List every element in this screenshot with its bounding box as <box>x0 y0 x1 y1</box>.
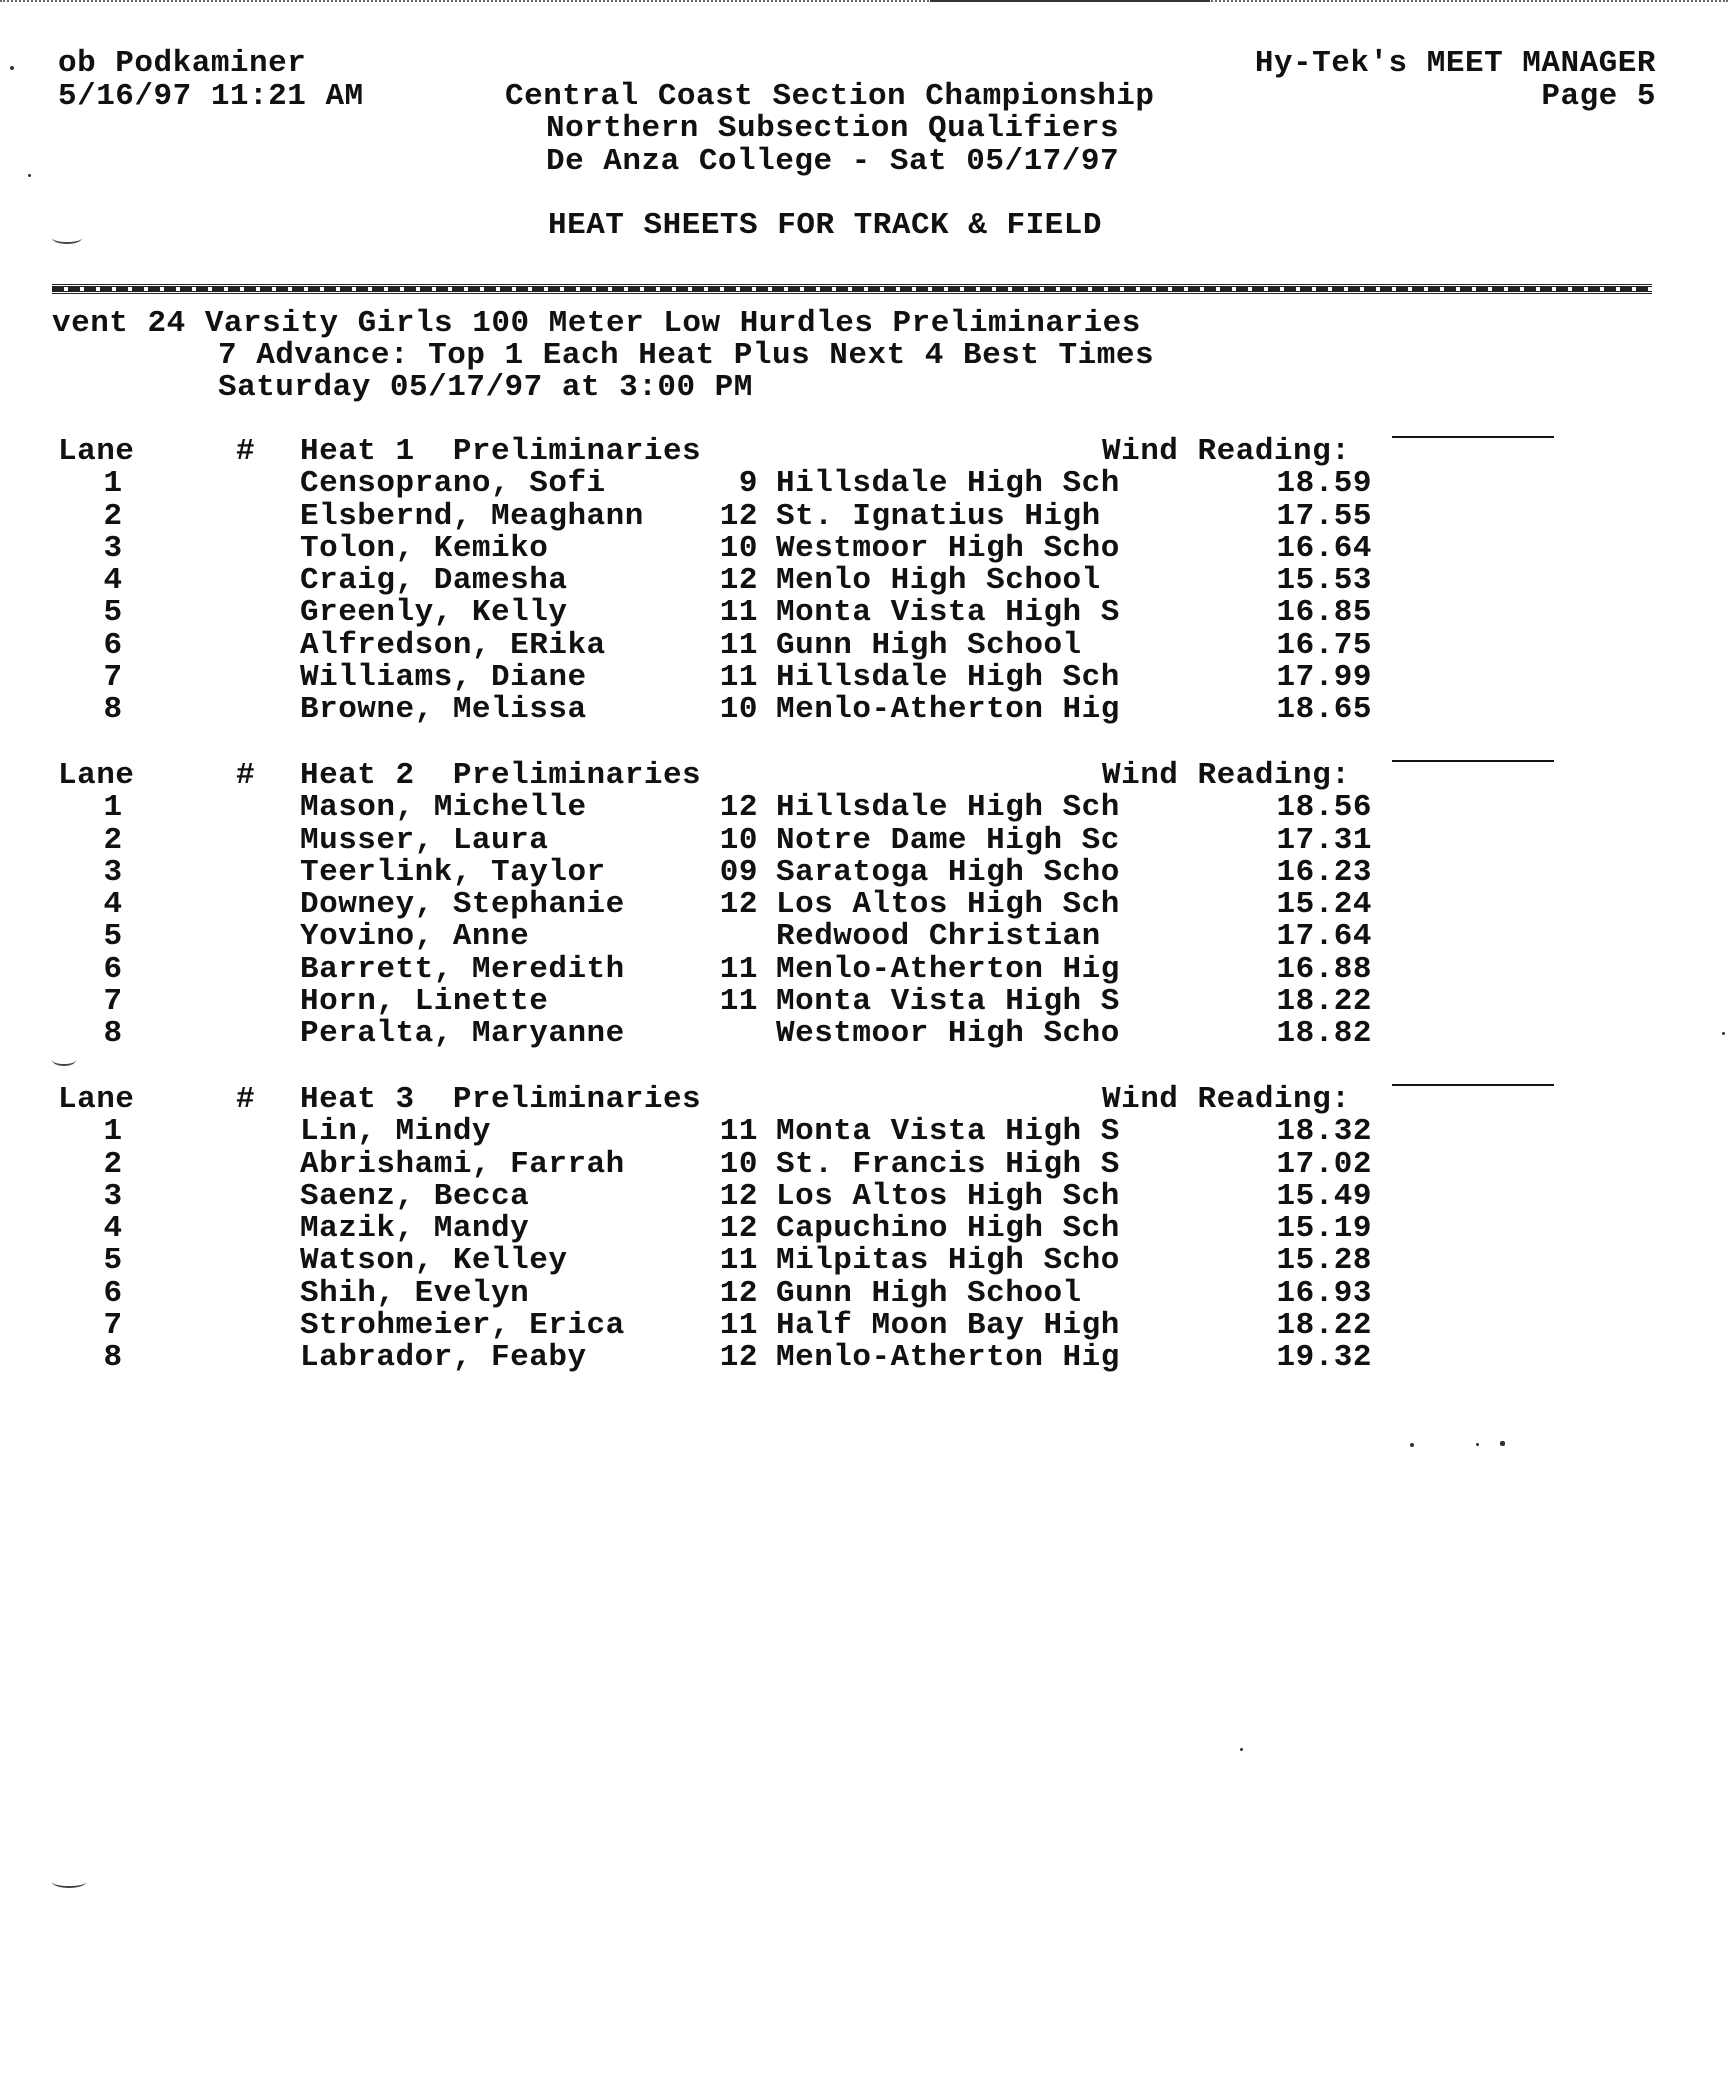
lane-number: 8 <box>103 1340 123 1376</box>
lane-number: 5 <box>103 1243 123 1279</box>
athlete-grade: 12 <box>719 790 758 826</box>
scan-mark <box>52 232 82 244</box>
school-name: St. Ignatius High <box>776 498 1101 534</box>
athlete-grade: 12 <box>719 498 758 534</box>
athlete-name: Strohmeier, Erica <box>300 1308 625 1344</box>
lane-number: 4 <box>103 1211 123 1247</box>
athlete-grade: 11 <box>719 595 758 631</box>
athlete-name: Mason, Michelle <box>300 790 587 826</box>
seed-time: 16.64 <box>1276 530 1372 566</box>
athlete-grade: 11 <box>719 1243 758 1279</box>
lane-number: 7 <box>103 660 123 696</box>
page-number: Page 5 <box>1541 79 1656 114</box>
athlete-name: Barrett, Meredith <box>300 951 625 987</box>
scan-mark <box>52 1876 86 1888</box>
wind-reading-label: Wind Reading: <box>1102 758 1351 793</box>
athlete-grade: 10 <box>719 822 758 858</box>
lane-number: 8 <box>103 692 123 728</box>
lane-number: 8 <box>103 1016 123 1052</box>
table-row <box>0 662 1728 694</box>
athlete-name: Browne, Melissa <box>300 692 587 728</box>
seed-time: 15.53 <box>1276 563 1372 599</box>
lane-number: 3 <box>103 1178 123 1214</box>
lane-number: 5 <box>103 919 123 955</box>
lane-number: 3 <box>103 530 123 566</box>
event-schedule: Saturday 05/17/97 at 3:00 PM <box>218 370 753 405</box>
meet-subtitle: Northern Subsection Qualifiers <box>546 111 1120 146</box>
seed-time: 17.99 <box>1276 660 1372 696</box>
seed-time: 18.32 <box>1276 1114 1372 1150</box>
lane-number: 7 <box>103 1308 123 1344</box>
lane-number: 1 <box>103 1114 123 1150</box>
school-name: Monta Vista High S <box>776 595 1120 631</box>
table-row <box>0 1146 1728 1182</box>
scan-speck <box>1476 1443 1479 1446</box>
table-row <box>0 854 1728 890</box>
athlete-name: Williams, Diane <box>300 660 587 696</box>
scan-speck <box>1500 1441 1505 1446</box>
athlete-name: Greenly, Kelly <box>300 595 568 631</box>
table-row <box>0 951 1728 987</box>
table-row <box>0 468 1728 500</box>
table-row <box>0 889 1728 921</box>
school-name: St. Francis High S <box>776 1146 1120 1182</box>
school-name: Milpitas High Scho <box>776 1243 1120 1279</box>
lane-number: 4 <box>103 563 123 599</box>
heat-header-row <box>0 436 1728 468</box>
scan-speck <box>1722 1032 1725 1035</box>
table-row <box>0 1178 1728 1214</box>
seed-time: 15.19 <box>1276 1211 1372 1247</box>
table-row <box>0 565 1728 597</box>
seed-time: 16.88 <box>1276 951 1372 987</box>
school-name: Menlo-Atherton Hig <box>776 1340 1120 1376</box>
heat-table-3 <box>0 1084 1728 1375</box>
table-row <box>0 986 1728 1018</box>
school-name: Redwood Christian <box>776 919 1101 955</box>
seed-time: 16.75 <box>1276 627 1372 663</box>
athlete-name: Alfredson, ERika <box>300 627 606 663</box>
seed-time: 18.22 <box>1276 984 1372 1020</box>
athlete-name: Peralta, Maryanne <box>300 1016 625 1052</box>
athlete-name: Musser, Laura <box>300 822 549 858</box>
table-row <box>0 694 1728 726</box>
school-name: Capuchino High Sch <box>776 1211 1120 1247</box>
athlete-name: Abrishami, Farrah <box>300 1146 625 1182</box>
table-row <box>0 530 1728 566</box>
athlete-grade: 10 <box>719 1146 758 1182</box>
lane-number: 6 <box>103 627 123 663</box>
table-row <box>0 1116 1728 1148</box>
athlete-name: Craig, Damesha <box>300 563 568 599</box>
top-border <box>0 0 1728 8</box>
table-row <box>0 1310 1728 1342</box>
lane-number: 3 <box>103 854 123 890</box>
school-name: Gunn High School <box>776 1275 1082 1311</box>
software-name: Hy-Tek's MEET MANAGER <box>1254 46 1656 81</box>
heat-label: Heat 2 Preliminaries <box>300 758 702 793</box>
meet-title: Central Coast Section Championship <box>505 79 1155 114</box>
lane-number: 2 <box>103 498 123 534</box>
wind-reading-label: Wind Reading: <box>1102 1082 1351 1117</box>
hash-column-header: # <box>236 434 256 469</box>
seed-time: 16.93 <box>1276 1275 1372 1311</box>
athlete-name: Labrador, Feaby <box>300 1340 587 1376</box>
wind-reading-blank <box>1392 760 1554 762</box>
athlete-grade: 12 <box>719 1275 758 1311</box>
heat-label: Heat 3 Preliminaries <box>300 1082 702 1117</box>
seed-time: 16.23 <box>1276 854 1372 890</box>
school-name: Hillsdale High Sch <box>776 466 1120 502</box>
school-name: Hillsdale High Sch <box>776 790 1120 826</box>
lane-number: 7 <box>103 984 123 1020</box>
seed-time: 19.32 <box>1276 1340 1372 1376</box>
school-name: Menlo-Atherton Hig <box>776 692 1120 728</box>
scan-speck <box>1240 1748 1243 1751</box>
athlete-name: Downey, Stephanie <box>300 887 625 923</box>
seed-time: 15.28 <box>1276 1243 1372 1279</box>
lane-column-header: Lane <box>58 1082 135 1117</box>
wind-reading-label: Wind Reading: <box>1102 434 1351 469</box>
author-name: ob Podkaminer <box>58 46 307 81</box>
school-name: Los Altos High Sch <box>776 1178 1120 1214</box>
athlete-grade: 10 <box>719 530 758 566</box>
athlete-name: Teerlink, Taylor <box>300 854 606 890</box>
heat-table-2 <box>0 760 1728 1051</box>
scan-mark <box>52 1054 76 1066</box>
seed-time: 15.24 <box>1276 887 1372 923</box>
scan-speck <box>10 66 14 70</box>
double-rule-separator <box>52 284 1652 294</box>
table-row <box>0 627 1728 663</box>
school-name: Monta Vista High S <box>776 1114 1120 1150</box>
athlete-grade: 09 <box>719 854 758 890</box>
school-name: Half Moon Bay High <box>776 1308 1120 1344</box>
lane-number: 6 <box>103 1275 123 1311</box>
table-row <box>0 1213 1728 1245</box>
seed-time: 17.55 <box>1276 498 1372 534</box>
school-name: Monta Vista High S <box>776 984 1120 1020</box>
seed-time: 16.85 <box>1276 595 1372 631</box>
athlete-name: Tolon, Kemiko <box>300 530 549 566</box>
school-name: Westmoor High Scho <box>776 530 1120 566</box>
heat-header-row <box>0 1084 1728 1116</box>
lane-number: 2 <box>103 822 123 858</box>
lane-column-header: Lane <box>58 758 135 793</box>
wind-reading-blank <box>1392 1084 1554 1086</box>
seed-time: 17.31 <box>1276 822 1372 858</box>
meet-venue: De Anza College - Sat 05/17/97 <box>546 144 1120 179</box>
lane-number: 1 <box>103 466 123 502</box>
athlete-name: Shih, Evelyn <box>300 1275 530 1311</box>
scan-speck <box>28 174 31 177</box>
seed-time: 18.22 <box>1276 1308 1372 1344</box>
event-title: vent 24 Varsity Girls 100 Meter Low Hurdles Preliminaries <box>52 306 1141 341</box>
lane-number: 4 <box>103 887 123 923</box>
school-name: Westmoor High Scho <box>776 1016 1120 1052</box>
lane-number: 5 <box>103 595 123 631</box>
event-advance-rule: 7 Advance: Top 1 Each Heat Plus Next 4 Best Times <box>218 338 1155 373</box>
athlete-grade: 12 <box>719 563 758 599</box>
athlete-grade: 10 <box>719 692 758 728</box>
school-name: Gunn High School <box>776 627 1082 663</box>
seed-time: 17.64 <box>1276 919 1372 955</box>
athlete-grade: 12 <box>719 1178 758 1214</box>
table-row <box>0 921 1728 953</box>
athlete-grade: 11 <box>719 1114 758 1150</box>
athlete-name: Censoprano, Sofi <box>300 466 606 502</box>
athlete-name: Mazik, Mandy <box>300 1211 530 1247</box>
print-datetime: 5/16/97 11:21 AM <box>58 79 364 114</box>
lane-number: 2 <box>103 1146 123 1182</box>
seed-time: 18.56 <box>1276 790 1372 826</box>
athlete-grade: 11 <box>719 627 758 663</box>
athlete-grade: 11 <box>719 1308 758 1344</box>
hash-column-header: # <box>236 758 256 793</box>
wind-reading-blank <box>1392 436 1554 438</box>
table-row <box>0 1275 1728 1311</box>
athlete-grade: 12 <box>719 1340 758 1376</box>
school-name: Notre Dame High Sc <box>776 822 1120 858</box>
athlete-grade: 11 <box>719 951 758 987</box>
athlete-grade: 12 <box>719 887 758 923</box>
athlete-grade: 11 <box>719 660 758 696</box>
seed-time: 17.02 <box>1276 1146 1372 1182</box>
seed-time: 18.82 <box>1276 1016 1372 1052</box>
heat-header-row <box>0 760 1728 792</box>
athlete-grade: 11 <box>719 984 758 1020</box>
athlete-name: Yovino, Anne <box>300 919 530 955</box>
hash-column-header: # <box>236 1082 256 1117</box>
school-name: Hillsdale High Sch <box>776 660 1120 696</box>
athlete-name: Lin, Mindy <box>300 1114 492 1150</box>
school-name: Menlo High School <box>776 563 1101 599</box>
athlete-name: Watson, Kelley <box>300 1243 568 1279</box>
school-name: Menlo-Atherton Hig <box>776 951 1120 987</box>
school-name: Los Altos High Sch <box>776 887 1120 923</box>
table-row <box>0 498 1728 534</box>
table-row <box>0 1018 1728 1050</box>
athlete-name: Saenz, Becca <box>300 1178 530 1214</box>
sheet-title: HEAT SHEETS FOR TRACK & FIELD <box>548 208 1102 243</box>
athlete-grade: 9 <box>738 466 758 502</box>
seed-time: 15.49 <box>1276 1178 1372 1214</box>
table-row <box>0 1342 1728 1374</box>
top-border-segment <box>930 0 1210 2</box>
school-name: Saratoga High Scho <box>776 854 1120 890</box>
table-row <box>0 1245 1728 1277</box>
lane-column-header: Lane <box>58 434 135 469</box>
table-row <box>0 792 1728 824</box>
seed-time: 18.59 <box>1276 466 1372 502</box>
athlete-grade: 12 <box>719 1211 758 1247</box>
scan-speck <box>1410 1443 1414 1447</box>
heat-table-1 <box>0 436 1728 727</box>
athlete-name: Elsbernd, Meaghann <box>300 498 644 534</box>
heat-label: Heat 1 Preliminaries <box>300 434 702 469</box>
lane-number: 1 <box>103 790 123 826</box>
table-row <box>0 597 1728 629</box>
lane-number: 6 <box>103 951 123 987</box>
athlete-name: Horn, Linette <box>300 984 549 1020</box>
table-row <box>0 822 1728 858</box>
seed-time: 18.65 <box>1276 692 1372 728</box>
